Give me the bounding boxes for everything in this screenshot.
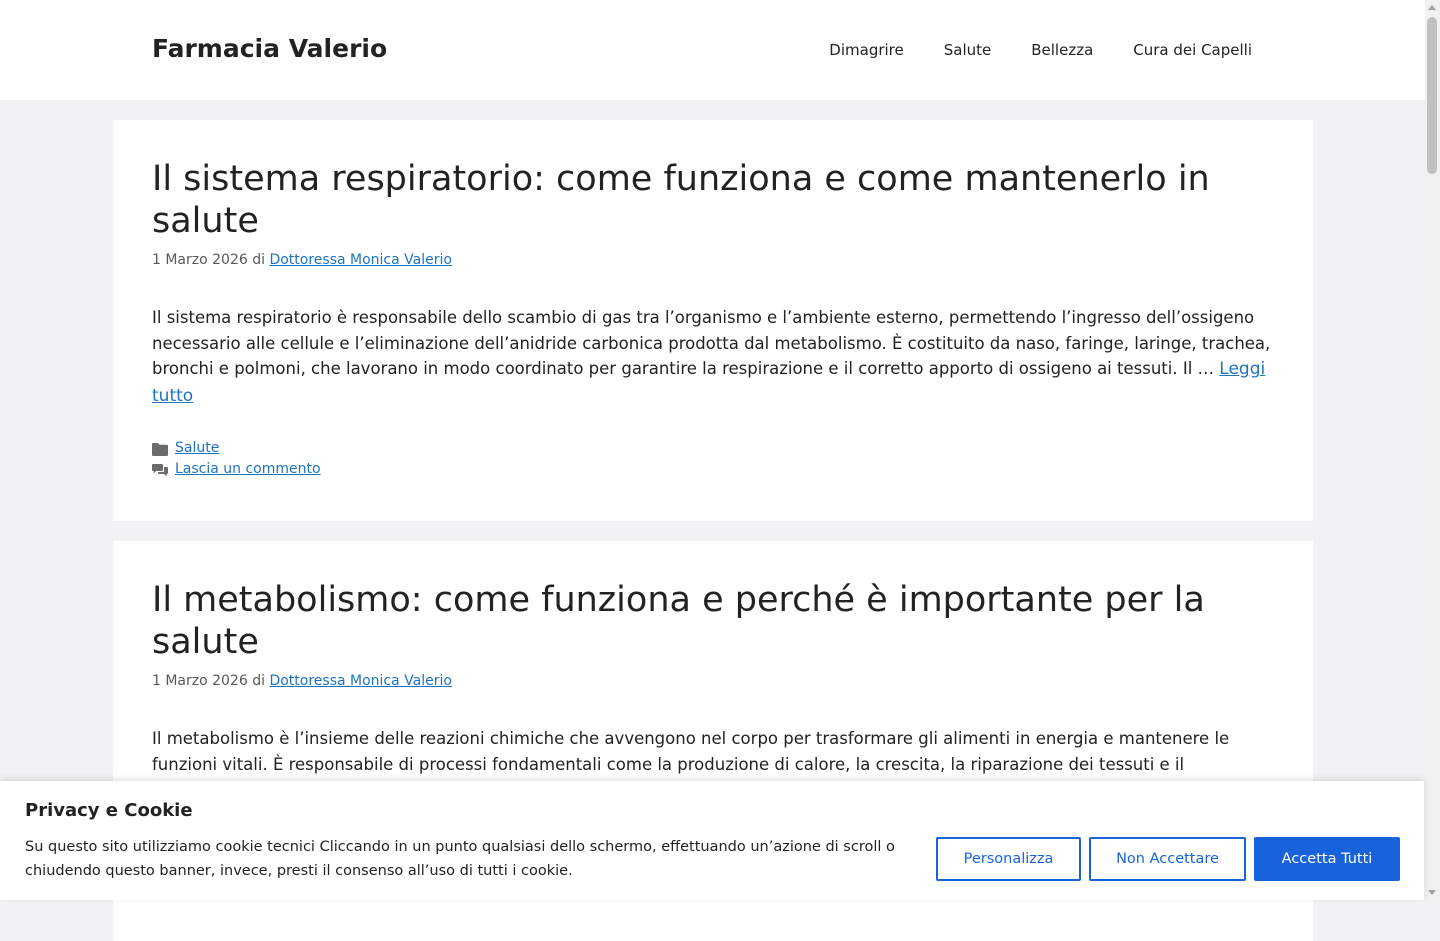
folder-icon bbox=[152, 442, 168, 456]
article-date: 1 Marzo 2026 bbox=[152, 252, 248, 268]
article-title-text[interactable]: Il sistema respiratorio: come funziona e come mantenerlo in salute bbox=[152, 159, 1210, 241]
accept-all-cookies-button[interactable]: Accetta Tutti bbox=[1254, 837, 1400, 881]
site-header bbox=[0, 0, 1425, 100]
main-navigation bbox=[829, 38, 1252, 62]
page-scrollbar[interactable] bbox=[1425, 0, 1440, 900]
scroll-up-arrow-icon[interactable] bbox=[1428, 5, 1436, 10]
comments-row bbox=[152, 459, 321, 480]
cookie-banner-title: Privacy e Cookie bbox=[25, 800, 193, 821]
cookie-banner-text: Su questo sito utilizziamo cookie tecnici Cliccando in un punto qualsiasi dello schermo, effettuando un’azione di scroll o chiudendo questo banner, invece, presti il consenso all’uso di tutti i cookie. bbox=[25, 839, 895, 879]
article-date: 1 Marzo 2026 bbox=[152, 673, 248, 689]
article-meta bbox=[152, 250, 452, 270]
site-title[interactable]: Farmacia Valerio bbox=[152, 34, 388, 63]
article-author-link[interactable]: Dottoressa Monica Valerio bbox=[269, 252, 452, 268]
article-footer bbox=[152, 438, 321, 480]
article-author-link[interactable]: Dottoressa Monica Valerio bbox=[269, 673, 452, 689]
comments-icon bbox=[152, 463, 168, 477]
article-by-label: di bbox=[252, 673, 265, 689]
article-title[interactable] bbox=[152, 158, 1252, 242]
scroll-down-arrow-icon[interactable] bbox=[1428, 890, 1436, 895]
article-title-text[interactable]: Il metabolismo: come funziona e perché è importante per la salute bbox=[152, 580, 1205, 662]
read-more-link[interactable]: Leggi tutto bbox=[152, 359, 1266, 406]
comment-link[interactable]: Lascia un commento bbox=[175, 461, 321, 477]
cookie-consent-banner bbox=[0, 781, 1424, 900]
nav-item-bellezza[interactable]: Bellezza bbox=[1031, 41, 1094, 59]
reject-cookies-button[interactable]: Non Accettare bbox=[1089, 837, 1246, 881]
customize-cookies-button[interactable]: Personalizza bbox=[936, 837, 1081, 881]
category-row bbox=[152, 438, 321, 459]
scrollbar-thumb[interactable] bbox=[1427, 17, 1437, 174]
nav-item-salute[interactable]: Salute bbox=[943, 41, 992, 59]
article-card bbox=[113, 120, 1313, 521]
article-summary-text: Il sistema respiratorio è responsabile dello scambio di gas tra l’organismo e l’ambiente esterno, permettendo l’ingresso dell’ossigeno necessario alle cellule e l’eliminazione dell’anidride carbonica prodotta dal metabolismo. È costituito da naso, faringe, laringe, trachea, bronchi e polmoni, che lavorano in modo coordinato per garantire la respirazione e il corretto apporto di ossigeno ai tessuti. Il … bbox=[152, 308, 1271, 378]
article-summary bbox=[152, 305, 1272, 409]
category-link[interactable]: Salute bbox=[175, 440, 220, 456]
article-by-label: di bbox=[252, 252, 265, 268]
article-summary-text: Il metabolismo è l’insieme delle reazioni chimiche che avvengono nel corpo per trasformare gli alimenti in energia e mantenere le funzioni vitali. È responsabile di processi fondamentali come la produzione di calore, la crescita, la riparazione dei tessuti e il bbox=[152, 729, 1230, 774]
article-title[interactable] bbox=[152, 579, 1252, 663]
article-meta bbox=[152, 671, 452, 691]
article-summary bbox=[152, 726, 1272, 777]
nav-item-cura-dei-capelli[interactable]: Cura dei Capelli bbox=[1133, 41, 1252, 59]
nav-item-dimagrire[interactable]: Dimagrire bbox=[829, 41, 904, 59]
